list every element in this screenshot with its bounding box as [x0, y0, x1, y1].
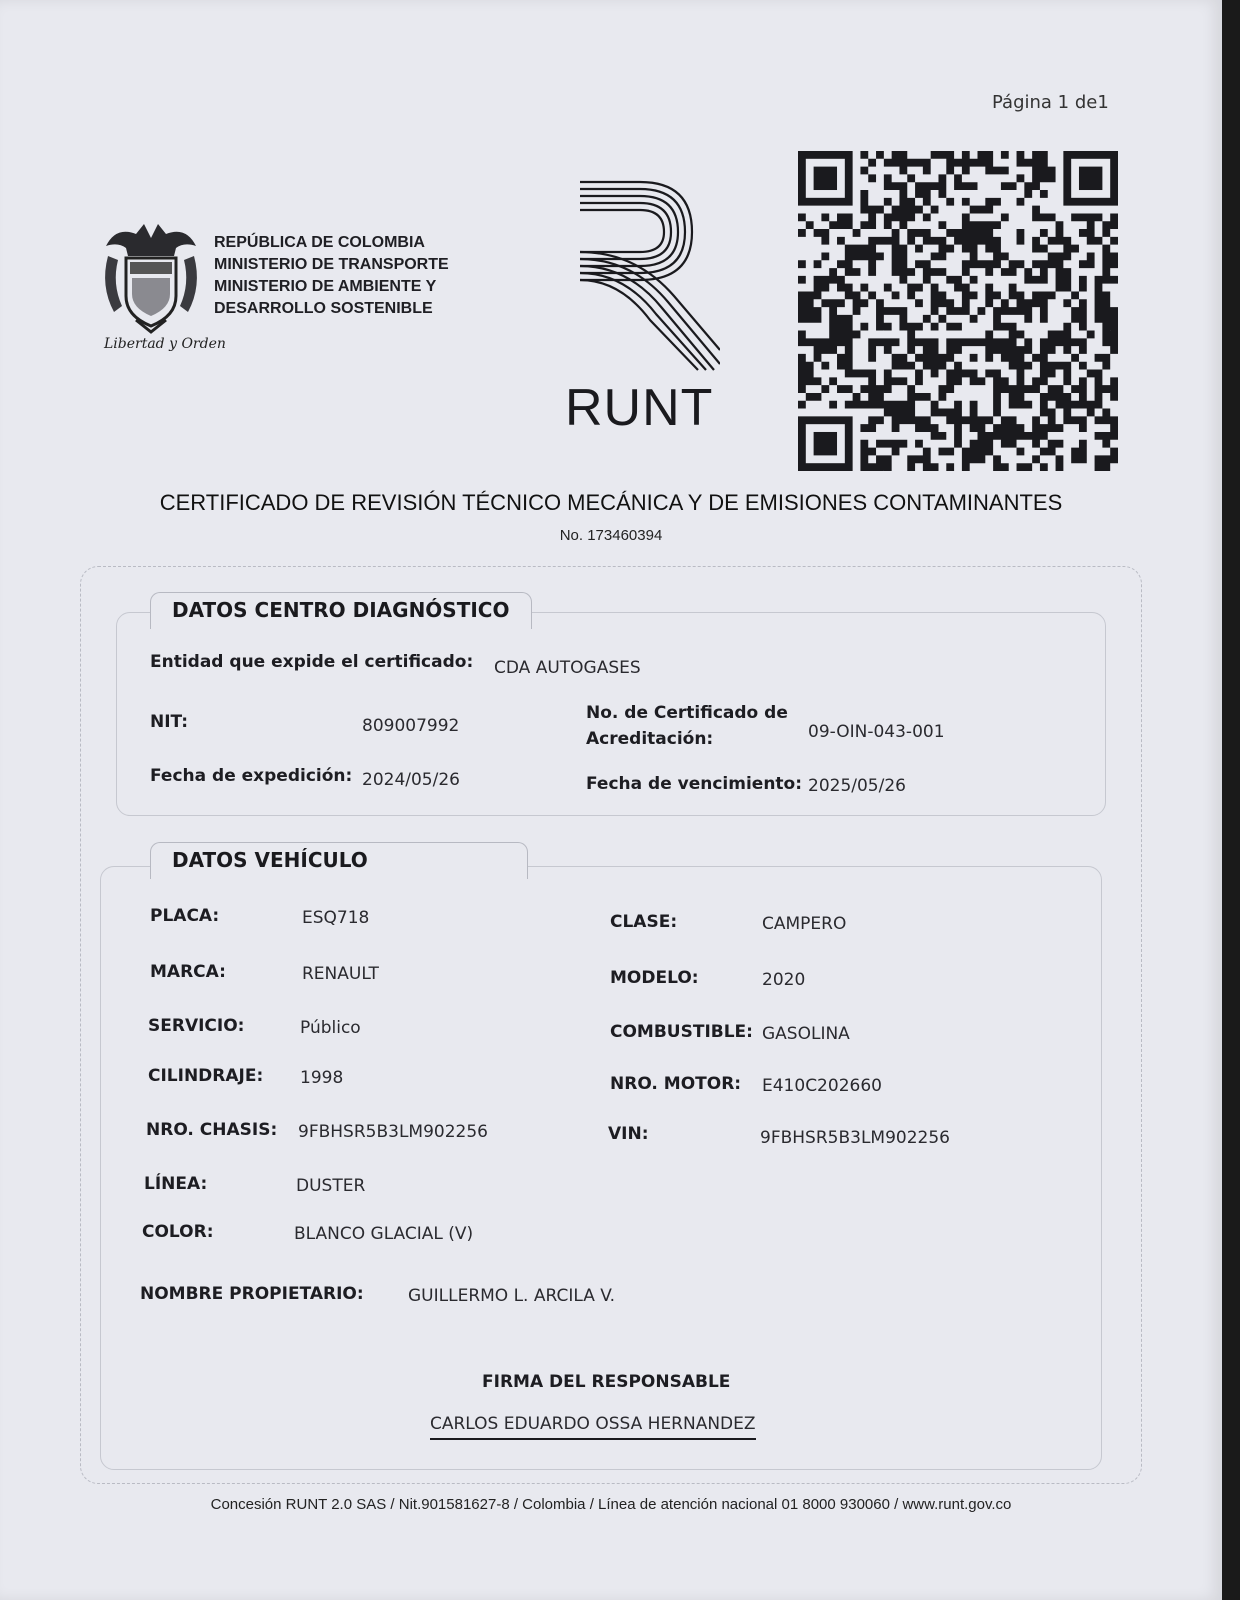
expiry-date-label: Fecha de vencimiento: — [586, 774, 803, 794]
gov-line-4: DESARROLLO SOSTENIBLE — [214, 300, 433, 317]
clase-value: CAMPERO — [762, 914, 847, 934]
nit-label: NIT: — [150, 712, 189, 732]
nit-value: 809007992 — [362, 716, 460, 736]
entity-label: Entidad que expide el certificado: — [150, 652, 474, 672]
accreditation-label — [586, 700, 788, 752]
marca-label: MARCA: — [150, 962, 226, 982]
motor-label: NRO. MOTOR: — [610, 1074, 742, 1094]
vin-label: VIN: — [608, 1124, 649, 1144]
placa-value: ESQ718 — [302, 908, 370, 928]
motto: Libertad y Orden — [104, 336, 226, 352]
accreditation-value: 09-OIN-043-001 — [808, 722, 945, 742]
modelo-label: MODELO: — [610, 968, 699, 988]
color-label: COLOR: — [142, 1222, 214, 1242]
vehicle-title: DATOS VEHÍCULO — [172, 848, 368, 872]
linea-value: DUSTER — [296, 1176, 366, 1196]
certificate-number: No. 173460394 — [559, 527, 663, 544]
government-heading — [214, 232, 449, 320]
coat-of-arms-icon — [96, 216, 206, 336]
qr-code-icon — [798, 148, 1118, 474]
marca-value: RENAULT — [302, 964, 379, 984]
signature-label: FIRMA DEL RESPONSABLE — [482, 1372, 731, 1392]
cilindraje-label: CILINDRAJE: — [148, 1066, 264, 1086]
chasis-label: NRO. CHASIS: — [146, 1120, 278, 1140]
expiry-date-value: 2025/05/26 — [808, 776, 906, 796]
motor-value: E410C202660 — [762, 1076, 882, 1096]
combustible-label: COMBUSTIBLE: — [610, 1022, 753, 1042]
issue-date-label: Fecha de expedición: — [150, 766, 353, 786]
servicio-label: SERVICIO: — [148, 1016, 245, 1036]
vin-value: 9FBHSR5B3LM902256 — [760, 1128, 950, 1148]
servicio-value: Público — [300, 1018, 361, 1038]
owner-value: GUILLERMO L. ARCILA V. — [408, 1286, 616, 1306]
entity-value: CDA AUTOGASES — [494, 658, 641, 678]
page-number: Página 1 de1 — [992, 92, 1109, 113]
cilindraje-value: 1998 — [300, 1068, 344, 1088]
footer: Concesión RUNT 2.0 SAS / Nit.901581627-8 / Colombia / Línea de atención nacional 01 8000 930060 / www.runt.gov.co — [210, 1496, 1012, 1513]
runt-wordmark: RUNT — [565, 379, 714, 437]
modelo-value: 2020 — [762, 970, 806, 990]
clase-label: CLASE: — [610, 912, 678, 932]
gov-line-1: REPÚBLICA DE COLOMBIA — [214, 234, 425, 251]
accreditation-label-line2: Acreditación: — [586, 729, 714, 749]
color-value: BLANCO GLACIAL (V) — [294, 1224, 474, 1244]
owner-label: NOMBRE PROPIETARIO: — [140, 1284, 364, 1304]
linea-label: LÍNEA: — [144, 1174, 208, 1194]
signature-name: CARLOS EDUARDO OSSA HERNANDEZ — [430, 1414, 756, 1440]
combustible-value: GASOLINA — [762, 1024, 850, 1044]
certificate-title: CERTIFICADO DE REVISIÓN TÉCNICO MECÁNICA Y DE EMISIONES CONTAMINANTES — [159, 490, 1063, 515]
issue-date-value: 2024/05/26 — [362, 770, 460, 790]
gov-line-2: MINISTERIO DE TRANSPORTE — [214, 256, 449, 273]
placa-label: PLACA: — [150, 906, 220, 926]
chasis-value: 9FBHSR5B3LM902256 — [298, 1122, 488, 1142]
diagnostic-center-title: DATOS CENTRO DIAGNÓSTICO — [172, 598, 510, 622]
accreditation-label-line1: No. de Certificado de — [586, 703, 788, 723]
runt-logo-icon — [580, 180, 720, 380]
gov-line-3: MINISTERIO DE AMBIENTE Y — [214, 278, 437, 295]
